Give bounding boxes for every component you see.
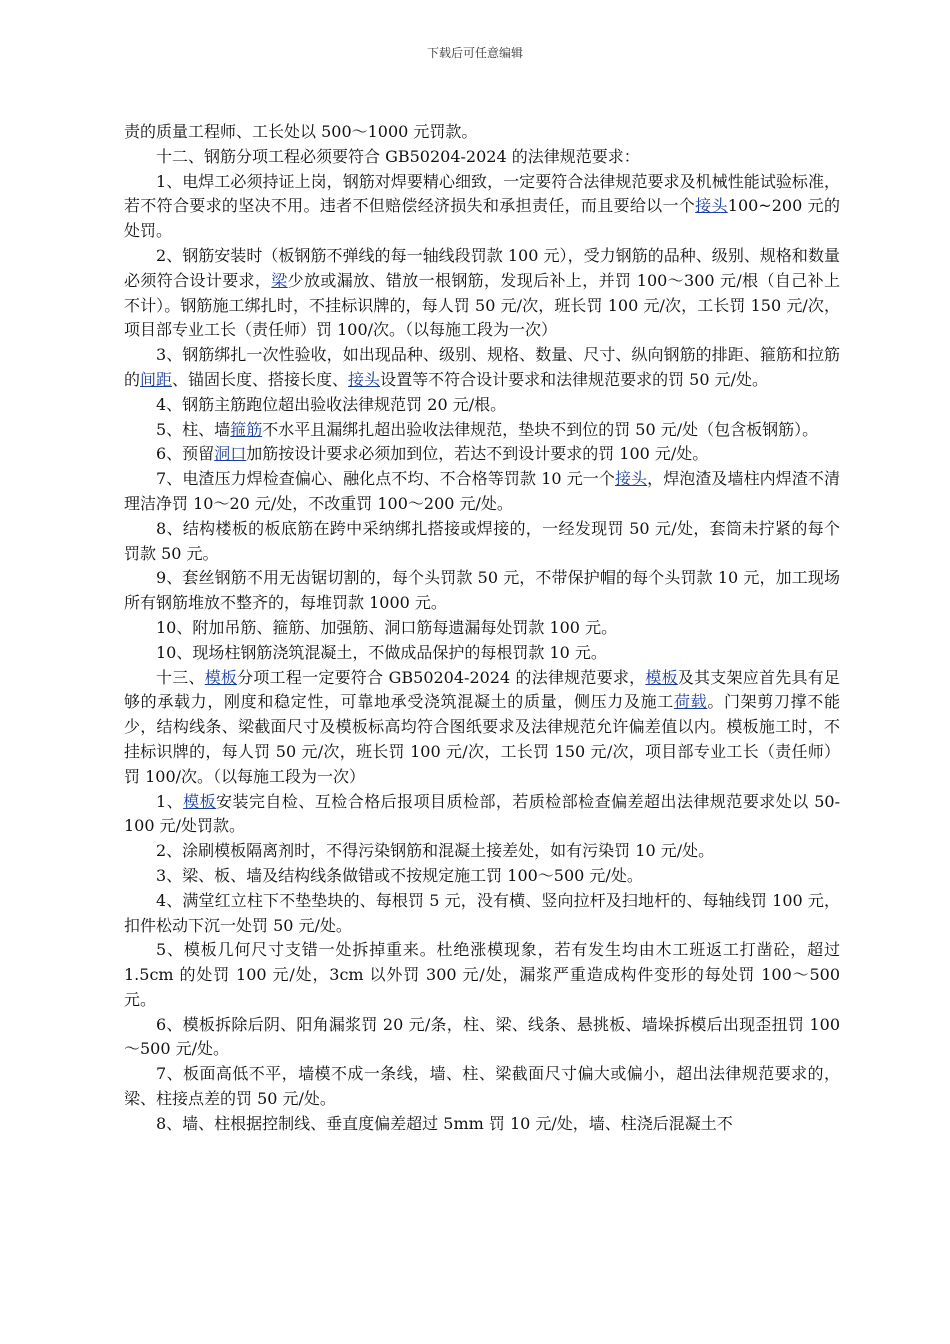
term-link[interactable]: 模板 — [645, 667, 678, 687]
paragraph-text: 10、现场柱钢筋浇筑混凝土，不做成品保护的每根罚款 10 元。 — [156, 642, 607, 662]
paragraph-text: 6、预留 — [156, 444, 215, 464]
paragraph-text: 10、附加吊筋、箍筋、加强筋、洞口筋每遗漏每处罚款 100 元。 — [156, 617, 618, 637]
paragraph — [124, 120, 840, 145]
term-link[interactable]: 模板 — [204, 667, 238, 687]
paragraph-text: 3、梁、板、墙及结构线条做错或不按规定施工罚 100～500 元/处。 — [156, 865, 643, 885]
paragraph — [124, 467, 840, 517]
paragraph — [124, 864, 840, 889]
paragraph — [124, 1062, 840, 1112]
paragraph — [124, 517, 840, 567]
paragraph — [124, 393, 840, 418]
paragraph-text: 及其支架应首先具有足够的承载力，刚度和稳定性，可靠地承受浇筑混凝土的质量，侧压力及施工 — [124, 667, 840, 712]
paragraph-text: 责的质量工程师、工长处以 500～1000 元罚款。 — [124, 122, 478, 141]
paragraph — [124, 244, 840, 343]
paragraph-text: 安装完自检、互检合格后报项目质检部，若质检部检查偏差超出法律规范要求处以 50-100 元/处罚款。 — [124, 791, 840, 836]
paragraph — [124, 1013, 840, 1063]
page-header: 下载后可任意编辑 — [426, 46, 523, 60]
paragraph-text: 9、套丝钢筋不用无齿锯切割的，每个头罚款 50 元，不带保护帽的每个头罚款 10 元，加工现场所有钢筋堆放不整齐的，每堆罚款 1000 元。 — [124, 568, 840, 613]
paragraph — [124, 442, 840, 467]
term-link[interactable]: 洞口 — [214, 444, 247, 464]
paragraph-text: 3、钢筋绑扎一次性验收，如出现品种、级别、规格、数量、尺寸、纵向钢筋的排距、箍筋和拉筋的 — [124, 345, 840, 389]
paragraph-text: 4、满堂红立柱下不垫垫块的、每根罚 5 元，没有横、竖向拉杆及扫地杆的、每轴线罚 100 元，扣件松动下沉一处罚 50 元/处。 — [124, 890, 840, 935]
paragraph — [124, 641, 840, 666]
paragraph — [124, 566, 840, 616]
paragraph-text: 十三、 — [156, 667, 205, 687]
paragraph-text: 5、柱、墙 — [156, 419, 231, 439]
paragraph-text: 2、钢筋安装时（板钢筋不弹线的每一轴线段罚款 100 元），受力钢筋的品种、级别、规格和数量必须符合设计要求， — [124, 245, 840, 290]
paragraph-text: 少放或漏放、错放一根钢筋，发现后补上，并罚 100～300 元/根（自己补上不计）。钢筋施工绑扎时，不挂标识牌的，每人罚 50 元/次，班长罚 100 元/次，工长罚 150 元/次，项目部专业工长（责任师）罚 100/次。（以每施工段为一次） — [124, 270, 840, 340]
paragraph-text: ，焊泡渣及墙柱内焊渣不清理洁净罚 10～20 元/处，不改重罚 100～200 元/处。 — [124, 469, 840, 513]
paragraph-text: 不水平且漏绑扎超出验收法律规范，垫块不到位的罚 50 元/处（包含板钢筋）。 — [262, 419, 819, 439]
paragraph — [124, 1112, 840, 1137]
paragraph — [124, 938, 840, 1012]
term-link[interactable]: 荷载 — [673, 692, 708, 712]
paragraph-text: 5、模板几何尺寸支错一处拆掉重来。杜绝涨模现象，若有发生均由木工班返工打凿砼，超过 1.5cm 的处罚 100 元/处，3cm 以外罚 300 元/处，漏浆严重造成构件变形的每处罚 100～500 元。 — [124, 940, 840, 1009]
paragraph-text: 7、板面高低不平，墙模不成一条线，墙、柱、梁截面尺寸偏大或偏小，超出法律规范要求的，梁、柱接点差的罚 50 元/处。 — [124, 1064, 840, 1109]
term-link[interactable]: 模板 — [183, 791, 217, 811]
paragraph — [124, 616, 840, 641]
paragraph-text: 加筋按设计要求必须加到位，若达不到设计要求的罚 100 元/处。 — [246, 444, 709, 464]
term-link[interactable]: 间距 — [140, 369, 173, 389]
paragraph-text: 设置等不符合设计要求和法律规范要求的罚 50 元/处。 — [380, 369, 768, 389]
paragraph — [124, 666, 840, 790]
paragraph — [124, 790, 840, 840]
term-link[interactable]: 接头 — [348, 369, 381, 389]
paragraph — [124, 839, 840, 864]
term-link[interactable]: 梁 — [271, 270, 288, 290]
paragraph — [124, 343, 840, 393]
paragraph — [124, 889, 840, 939]
paragraph — [124, 170, 840, 244]
paragraph-text: 100~200 元的处罚。 — [124, 196, 840, 241]
paragraph — [124, 418, 840, 443]
paragraph-text: 。门架剪刀撑不能少，结构线条、梁截面尺寸及模板标高均符合图纸要求及法律规范允许偏差值以内。模板施工时，不挂标识牌的，每人罚 50 元/次，班长罚 100 元/次，工长罚 150 元/次，项目部专业工长（责任师）罚 100/次。（以每施工段为一次） — [124, 692, 840, 786]
paragraph-text: 分项工程一定要符合 GB50204-2024 的法律规范要求， — [237, 667, 646, 687]
paragraph-text: 8、墙、柱根据控制线、垂直度偏差超过 5mm 罚 10 元/处，墙、柱浇后混凝土不 — [156, 1113, 733, 1133]
paragraph-text: 4、钢筋主筋跑位超出验收法律规范罚 20 元/根。 — [156, 394, 507, 414]
paragraph-text: 8、结构楼板的板底筋在跨中采纳绑扎搭接或焊接的，一经发现罚 50 元/处，套筒未拧紧的每个罚款 50 元。 — [124, 518, 840, 563]
paragraph-text: 、锚固长度、搭接长度、 — [172, 369, 349, 389]
term-link[interactable]: 箍筋 — [230, 419, 263, 439]
document-body — [124, 120, 840, 1137]
paragraph-text: 十二、钢筋分项工程必须要符合 GB50204-2024 的法律规范要求： — [156, 146, 640, 166]
paragraph — [124, 145, 840, 170]
paragraph-text: 1、 — [156, 791, 184, 811]
paragraph-text: 6、模板拆除后阴、阳角漏浆罚 20 元/条，柱、梁、线条、悬挑板、墙垛拆模后出现歪扭罚 100～500 元/处。 — [124, 1014, 840, 1059]
paragraph-text: 7、电渣压力焊检查偏心、融化点不均、不合格等罚款 10 元一个 — [156, 469, 615, 489]
paragraph-text: 2、涂刷模板隔离剂时，不得污染钢筋和混凝土接差处，如有污染罚 10 元/处。 — [156, 841, 715, 861]
term-link[interactable]: 接头 — [614, 469, 648, 489]
paragraph-text: 1、电焊工必须持证上岗，钢筋对焊要精心细致，一定要符合法律规范要求及机械性能试验标准，若不符合要求的坚决不用。违者不但赔偿经济损失和承担责任，而且要给以一个 — [124, 171, 840, 216]
term-link[interactable]: 接头 — [695, 196, 728, 216]
